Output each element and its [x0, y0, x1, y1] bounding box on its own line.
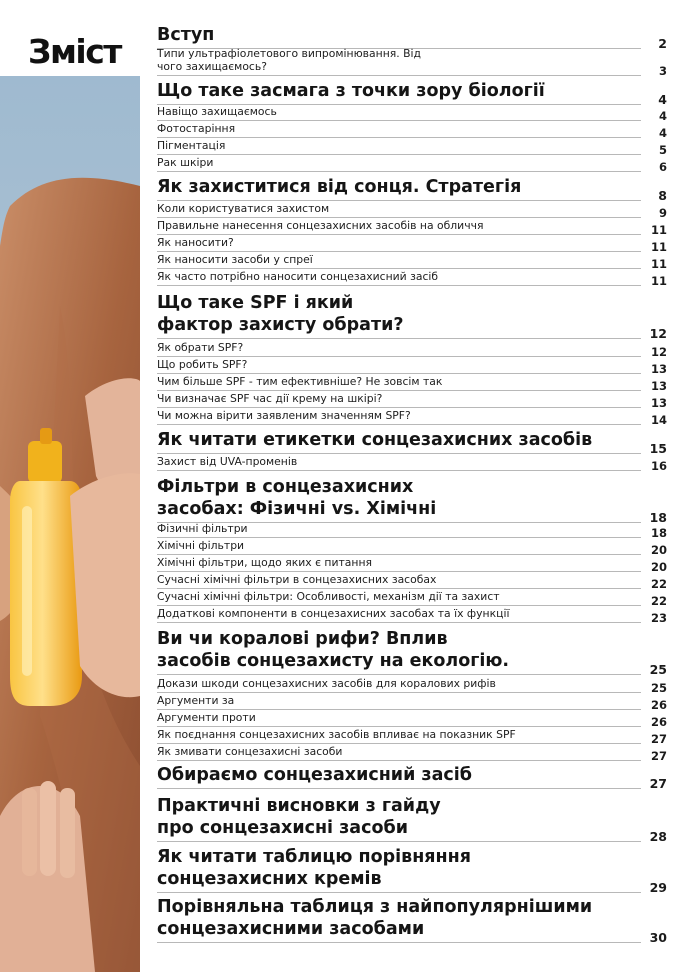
- toc-rule: [157, 424, 641, 425]
- toc-page-number: 11: [650, 257, 667, 271]
- toc-entry[interactable]: [157, 107, 667, 121]
- toc-entry[interactable]: [157, 524, 667, 538]
- toc-entry[interactable]: [157, 730, 667, 744]
- toc-page-number: 11: [650, 240, 667, 254]
- toc-page-number: 20: [650, 560, 667, 574]
- toc-rule: [157, 588, 641, 589]
- toc-page-number: 23: [650, 611, 667, 625]
- toc-entry-title: Пігментація: [157, 139, 226, 152]
- toc-entry[interactable]: [157, 377, 667, 391]
- toc-rule: [157, 200, 641, 201]
- toc-page-number: 22: [650, 594, 667, 608]
- toc-entry[interactable]: [157, 221, 667, 235]
- toc-page-number: 3: [658, 64, 667, 78]
- toc-entry[interactable]: [157, 696, 667, 710]
- sunscreen-photo-illustration: [0, 76, 140, 972]
- toc-entry[interactable]: [157, 713, 667, 727]
- toc-entry-title: Сучасні хімічні фільтри: Особливості, механізм дії та захист: [157, 590, 500, 603]
- toc-rule: [157, 605, 641, 606]
- toc-rule: [157, 470, 641, 471]
- toc-rule: [157, 892, 641, 893]
- toc-page-number: 14: [650, 413, 667, 427]
- toc-heading[interactable]: [157, 432, 667, 454]
- toc-page-number: 25: [649, 662, 667, 677]
- toc-heading[interactable]: [157, 897, 667, 943]
- toc-page-number: 30: [649, 930, 667, 945]
- toc-heading-title: Як читати таблицю порівняння сонцезахисних кремів: [157, 847, 471, 889]
- toc-entry[interactable]: [157, 541, 667, 555]
- page-title: Зміст: [28, 32, 121, 71]
- toc-heading[interactable]: [157, 767, 667, 789]
- toc-rule: [157, 537, 641, 538]
- toc-heading[interactable]: [157, 293, 667, 339]
- toc-rule: [157, 726, 641, 727]
- toc-rule: [157, 234, 641, 235]
- toc-page-number: 4: [658, 92, 667, 107]
- toc-entry[interactable]: [157, 411, 667, 425]
- toc-rule: [157, 760, 641, 761]
- toc-entry[interactable]: [157, 158, 667, 172]
- toc-rule: [157, 356, 641, 357]
- toc-entry-title: Хімічні фільтри, щодо яких є питання: [157, 556, 373, 569]
- toc-entry-title: Фізичні фільтри: [157, 522, 248, 535]
- toc-page-number: 16: [650, 459, 667, 473]
- toc-entry[interactable]: [157, 394, 667, 408]
- toc-rule: [157, 788, 641, 789]
- toc-rule: [157, 674, 641, 675]
- toc-entry-title: Як наносити?: [157, 236, 234, 249]
- toc-page-number: 27: [649, 776, 667, 791]
- toc-page-number: 12: [650, 345, 667, 359]
- toc-entry[interactable]: [157, 141, 667, 155]
- toc-rule: [157, 171, 641, 172]
- toc-page-number: 5: [658, 143, 667, 157]
- toc-heading-title: Вступ: [157, 25, 215, 45]
- toc-entry-title: Додаткові компоненти в сонцезахисних засобах та їх функції: [157, 607, 510, 620]
- toc-rule: [157, 390, 641, 391]
- toc-page-number: 2: [658, 36, 667, 51]
- toc-page-number: 27: [650, 749, 667, 763]
- toc-rule: [157, 373, 641, 374]
- toc-rule: [157, 137, 641, 138]
- toc-page-number: 8: [658, 188, 667, 203]
- toc-entry-title: Як наносити засоби у спреї: [157, 253, 313, 266]
- toc-entry[interactable]: [157, 747, 667, 761]
- toc-heading-title: Фільтри в сонцезахисних засобах: Фізичні vs. Хімічні: [157, 477, 437, 519]
- toc-entry-title: Як обрати SPF?: [157, 341, 244, 354]
- toc-heading[interactable]: [157, 847, 667, 893]
- toc-page-number: 4: [658, 126, 667, 140]
- toc-rule: [157, 285, 641, 286]
- toc-entry-title: Фотостаріння: [157, 122, 236, 135]
- toc-page-number: 13: [650, 362, 667, 376]
- toc-entry-title: Аргументи проти: [157, 711, 256, 724]
- toc-heading[interactable]: [157, 477, 667, 523]
- toc-rule: [157, 268, 641, 269]
- toc-entry-title: Захист від UVA-променів: [157, 455, 298, 468]
- toc-page-number: 18: [649, 510, 667, 525]
- toc-heading-title: Що таке SPF і який фактор захисту обрати?: [157, 293, 404, 335]
- toc-entry[interactable]: [157, 124, 667, 138]
- toc-page-number: 15: [649, 441, 667, 456]
- toc-entry[interactable]: [157, 609, 667, 623]
- toc-entry-title: Хімічні фільтри: [157, 539, 245, 552]
- toc-rule: [157, 841, 641, 842]
- toc-heading[interactable]: [157, 83, 667, 105]
- toc-entry-title: Навіщо захищаємось: [157, 105, 277, 118]
- toc-page-number: 4: [658, 109, 667, 123]
- toc-entry[interactable]: [157, 255, 667, 269]
- toc-entry-title: Чи визначає SPF час дії крему на шкірі?: [157, 392, 383, 405]
- toc-rule: [157, 120, 641, 121]
- toc-page-number: 27: [650, 732, 667, 746]
- toc-entry-title: Чи можна вірити заявленим значенням SPF?: [157, 409, 411, 422]
- toc-entry-title: Коли користуватися захистом: [157, 202, 330, 215]
- toc-page-number: 13: [650, 396, 667, 410]
- cover-photo: [0, 76, 140, 972]
- table-of-contents: [157, 0, 667, 972]
- toc-heading[interactable]: [157, 179, 667, 201]
- toc-entry-title: Докази шкоди сонцезахисних засобів для коралових рифів: [157, 677, 496, 690]
- toc-entry-title: Аргументи за: [157, 694, 235, 707]
- toc-rule: [157, 622, 641, 623]
- toc-heading-title: Як захиститися від сонця. Стратегія: [157, 177, 522, 197]
- toc-page-number: 22: [650, 577, 667, 591]
- toc-rule: [157, 75, 641, 76]
- toc-page-number: 12: [649, 326, 667, 341]
- toc-page-number: 25: [650, 681, 667, 695]
- toc-entry[interactable]: [157, 238, 667, 252]
- toc-page-number: 20: [650, 543, 667, 557]
- toc-entry[interactable]: [157, 592, 667, 606]
- toc-entry[interactable]: [157, 457, 667, 471]
- toc-page-number: 13: [650, 379, 667, 393]
- toc-page-number: 6: [658, 160, 667, 174]
- toc-rule: [157, 251, 641, 252]
- toc-entry[interactable]: [157, 47, 667, 78]
- toc-heading-title: Як читати етикетки сонцезахисних засобів: [157, 430, 593, 450]
- toc-rule: [157, 453, 641, 454]
- toc-rule: [157, 743, 641, 744]
- toc-page-number: 29: [649, 880, 667, 895]
- toc-heading-title: Практичні висновки з гайду про сонцезахисні засоби: [157, 796, 441, 838]
- toc-heading-title: Обираємо сонцезахисний засіб: [157, 765, 472, 785]
- toc-entry[interactable]: [157, 679, 667, 693]
- toc-page-number: 18: [650, 526, 667, 540]
- toc-rule: [157, 942, 641, 943]
- toc-rule: [157, 692, 641, 693]
- toc-entry-title: Що робить SPF?: [157, 358, 248, 371]
- toc-heading-title: Ви чи коралові рифи? Вплив засобів сонцезахисту на екологію.: [157, 629, 510, 671]
- toc-entry-title: Як змивати сонцезахисні засоби: [157, 745, 343, 758]
- toc-entry-title: Як часто потрібно наносити сонцезахисний засіб: [157, 270, 439, 283]
- toc-rule: [157, 709, 641, 710]
- toc-entry[interactable]: [157, 204, 667, 218]
- toc-heading[interactable]: [157, 796, 667, 842]
- toc-entry[interactable]: [157, 558, 667, 572]
- toc-heading-title: Що таке засмага з точки зору біології: [157, 81, 545, 101]
- toc-rule: [157, 554, 641, 555]
- toc-rule: [157, 571, 641, 572]
- toc-page-number: 26: [650, 698, 667, 712]
- toc-entry-title: Типи ультрафіолетового випромінювання. Від чого захищаємось?: [157, 47, 422, 73]
- toc-page-number: 26: [650, 715, 667, 729]
- toc-heading-title: Порівняльна таблиця з найпопулярнішими сонцезахисними засобами: [157, 897, 593, 939]
- toc-entry-title: Чим більше SPF - тим ефективніше? Не зовсім так: [157, 375, 443, 388]
- toc-entry[interactable]: [157, 360, 667, 374]
- toc-page-number: 28: [649, 829, 667, 844]
- toc-entry[interactable]: [157, 343, 667, 357]
- toc-entry-title: Правильне нанесення сонцезахисних засобів на обличчя: [157, 219, 484, 232]
- toc-rule: [157, 338, 641, 339]
- toc-rule: [157, 217, 641, 218]
- toc-entry-title: Сучасні хімічні фільтри в сонцезахисних засобах: [157, 573, 437, 586]
- toc-entry[interactable]: [157, 575, 667, 589]
- toc-page-number: 11: [650, 274, 667, 288]
- toc-page-number: 9: [658, 206, 667, 220]
- toc-heading[interactable]: [157, 26, 667, 49]
- toc-entry-title: Рак шкіри: [157, 156, 214, 169]
- toc-entry-title: Як поєднання сонцезахисних засобів впливає на показник SPF: [157, 728, 516, 741]
- toc-page-number: 11: [650, 223, 667, 237]
- toc-heading[interactable]: [157, 629, 667, 675]
- toc-entry[interactable]: [157, 272, 667, 286]
- toc-rule: [157, 407, 641, 408]
- toc-rule: [157, 154, 641, 155]
